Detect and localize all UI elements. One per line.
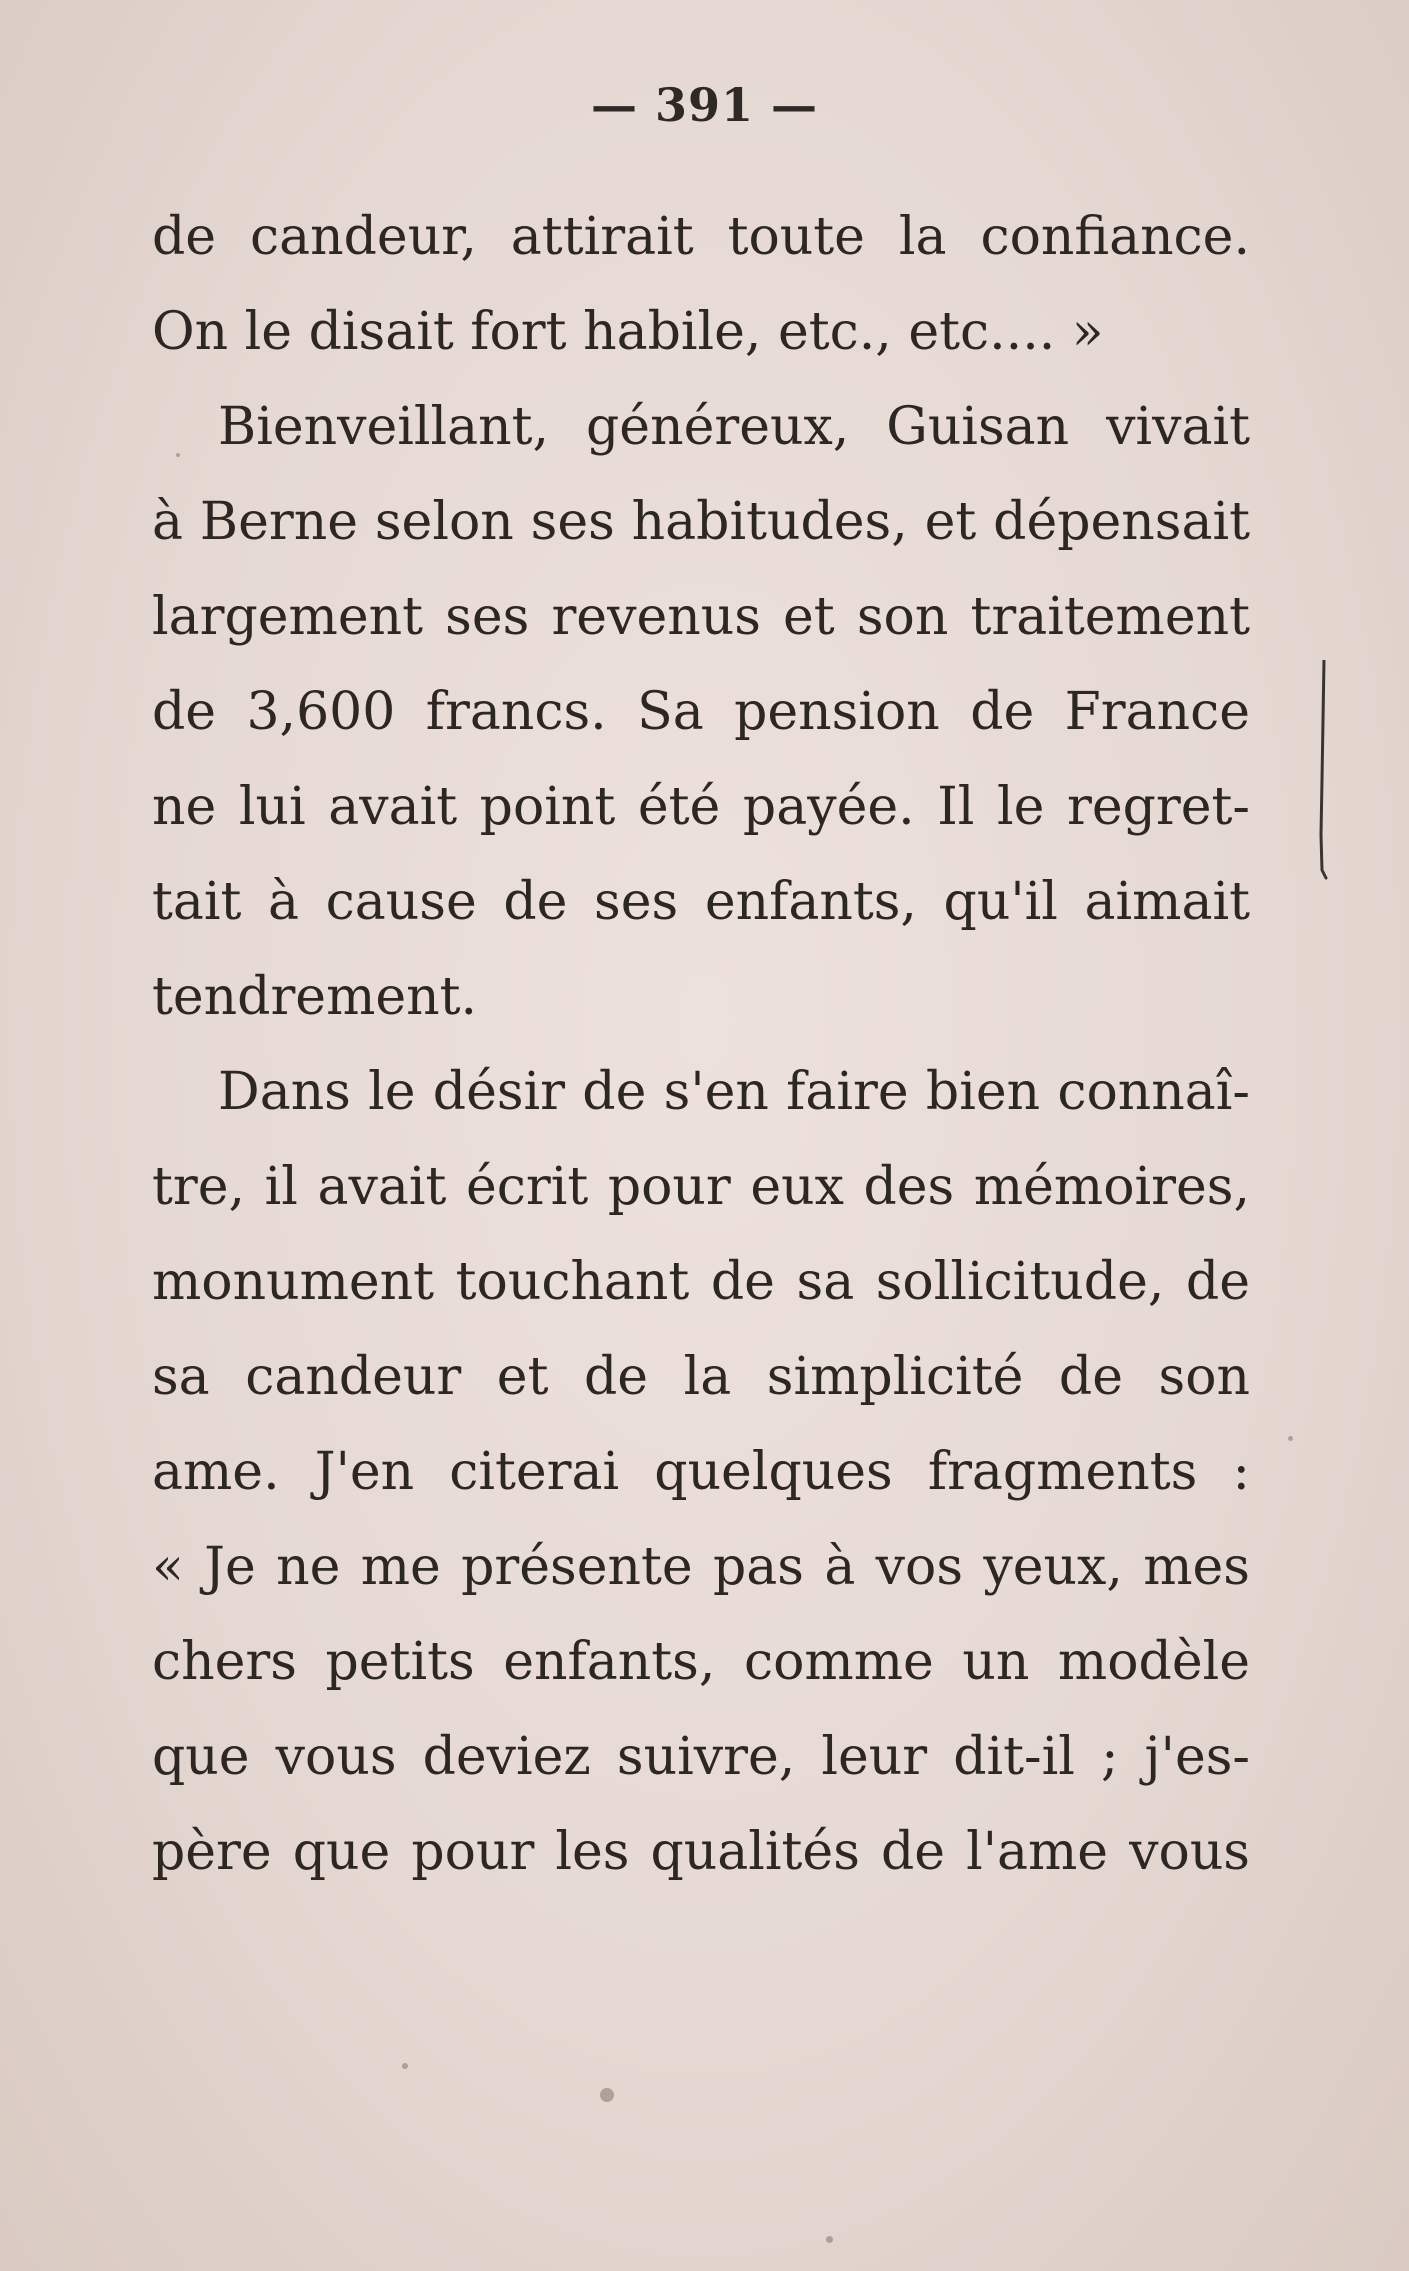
text-line: tait à cause de ses enfants, qu'il aimait (152, 872, 1250, 932)
text-line: On le disait fort habile, etc., etc.... » (152, 302, 1104, 362)
text-line: sa candeur et de la simplicité de son (152, 1347, 1250, 1407)
paper-speck (176, 453, 180, 457)
text-line: « Je ne me présente pas à vos yeux, mes (152, 1537, 1250, 1597)
text-line: à Berne selon ses habitudes, et dépensait (152, 492, 1250, 552)
paragraph-end-line: tendrement. (152, 967, 478, 1027)
text-line: largement ses revenus et son traitement (152, 587, 1250, 647)
paragraph-start-line: Bienveillant, généreux, Guisan vivait (218, 397, 1250, 457)
paper-speck (1288, 1436, 1293, 1441)
paragraph-start-line: Dans le désir de s'en faire bien connaî- (218, 1062, 1250, 1122)
text-line: de candeur, attirait toute la confiance. (152, 207, 1250, 267)
page-number: — 391 — (590, 78, 819, 132)
text-line: ne lui avait point été payée. Il le regret- (152, 777, 1250, 837)
text-line: ame. J'en citerai quelques fragments : (152, 1442, 1250, 1502)
paper-speck (826, 2236, 833, 2243)
text-line: de 3,600 francs. Sa pension de France (152, 682, 1250, 742)
text-line: tre, il avait écrit pour eux des mémoires, (152, 1157, 1250, 1217)
body-text (152, 190, 1250, 1900)
paper-speck (402, 2063, 408, 2069)
text-line: chers petits enfants, comme un modèle (152, 1632, 1250, 1692)
text-line: que vous deviez suivre, leur dit-il ; j'es- (152, 1727, 1250, 1787)
paper-speck (600, 2088, 614, 2102)
text-line: monument touchant de sa sollicitude, de (152, 1252, 1250, 1312)
pencil-margin-mark-icon (1318, 660, 1328, 880)
text-line: père que pour les qualités de l'ame vous (152, 1822, 1250, 1882)
